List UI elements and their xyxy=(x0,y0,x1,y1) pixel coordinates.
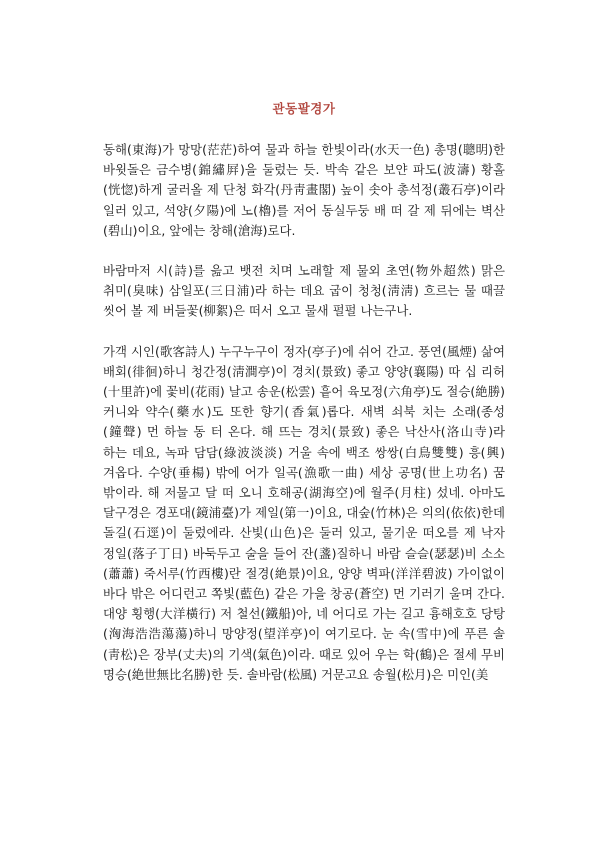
document-title: 관동팔경가 xyxy=(272,101,336,116)
paragraph-1: 동해(東海)가 망망(茫茫)하여 물과 하늘 한빛이라(水天一色) 총명(聰明)한 바윗돌은 금수병(錦繡屛)을 둘렀는 듯. 박속 같은 보얀 파도(波濤) 황홀(恍惚)하게 굴러올 제 단청 화각(丹靑畫閣) 높이 솟아 총석정(叢石亭)이라 일러 있고, 석양(夕陽)에 노(櫓)를 저어 동실두둥 배 떠 갈 제 뒤에는 벽산(碧山)이요, 앞에는 창해(滄海)로다. xyxy=(103,142,505,238)
paragraph-3: 가객 시인(歌客詩人) 누구누구이 정자(亭子)에 쉬어 간고. 풍연(風煙) 삶여 배회(徘徊)하니 청간정(淸澗亭)이 경치(景致) 좋고 양양(襄陽) 따 십 리허(十里許)에 꽃비(花雨) 날고 송운(松雲) 흩어 육모정(六角亭)도 절승(絶勝)커니와 약수(藥水)도 또한 향기(香氣)롭다. 새벽 쇠북 치는 소래(종성(鐘聲) 먼 하늘 동 터 온다. 해 뜨는 경치(景致) 좋은 낙산사(洛山寺)라 하는 데요, 녹파 담담(綠波淡淡) 거울 속에 백조 쌍쌍(白鳥雙雙) 흥(興) 겨옵다. 수양(垂楊) 밖에 어가 일곡(漁歌一曲) 세상 공명(世上功名) 꿈 밖이라. 해 저물고 달 떠 오니 호해공(湖海空)에 월주(月柱) 섰네. 아마도 달구경은 경포대(鏡浦臺)가 제일(第一)이요, 대숲(竹林)은 의의(依依)한데 돌길(石逕)이 둘렀에라. 산빛(山色)은 둘러 있고, 물기운 떠오를 제 낙자 정일(落子丁日) 바둑두고 술을 들어 잔(盞)질하니 바람 슬슬(瑟瑟)비 소소(蕭蕭) 죽서루(竹西樓)란 절경(絶景)이요, 양양 벽파(洋洋碧波) 가이없이 바다 밖은 어디런고 쪽빛(藍色) 같은 가을 창공(蒼空) 먼 기러기 울며 간다. 대양 횡행(大洋橫行) 저 철선(鐵船)아, 네 어디로 가는 길고 흉해호호 당탕(洶海浩浩蕩蕩)하니 망양정(望洋亭)이 여기로다. 눈 속(雪中)에 푸른 솔(靑松)은 장부(丈夫)의 기색(氣色)이라. 때로 있어 우는 학(鶴)은 절세 무비 명승(絶世無比名勝)한 듯. 솔바람(松風) 거문고요 송월(松月)은 미인(美 xyxy=(103,343,505,682)
paragraph-2: 바람마저 시(詩)를 읊고 뱃전 치며 노래할 제 물외 초연(物外超然) 맑은 취미(臭味) 삼일포(三日浦)라 하는 데요 굽이 청청(淸淸) 흐르는 물 때끌 씻어 볼 제 버들꽃(柳絮)은 떠서 오고 물새 펄펄 나는구나. xyxy=(103,263,505,319)
